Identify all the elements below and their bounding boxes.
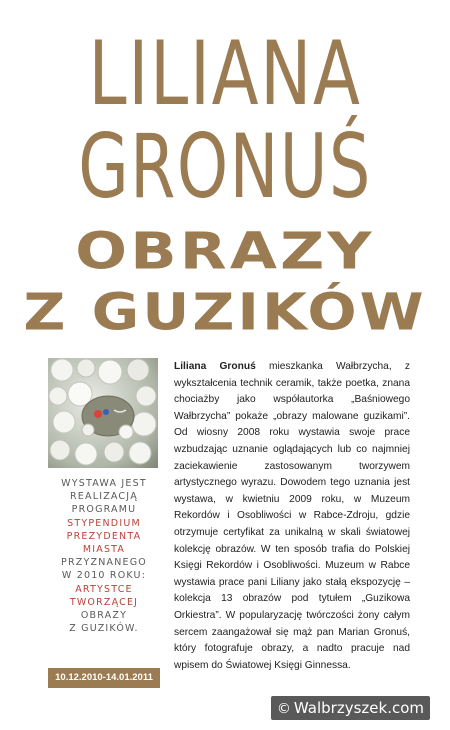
- article-paragraph: mieszkanka Wałbrzycha, z wykształcenia technik ceramik, także poetka, znana chociażby jako współautorka „Baśniowego Wałbrzycha” pokaże „obrazy malowane guzikami”. Od wiosny 2008 roku wystawia swoje prace wzbudzając uznanie oglądających lub co najmniej zaciekawienie zastosowanym tworzywem artystycznego wyrazu. Dowodem tego uznania jest wystawa, w kwietniu 2009 roku, w Muzeum Rekordów i Osobliwości w Rabce-Zdroju, gdzie otrzymuje certyfikat za unikalną w skali światowej kolekcję obrazów. W ten sposób trafia do Polskiej Księgi Rekordów i Osobliwości. Muzeum w Rabce wystawia prace pani Liliany jako stałą ekspozycję – kolekcja 13 obrazów pod tytułem „Guzikowa Orkiestra”. W popularyzację twórczości żony całym sercem zaangażował się mąż pan Marian Gronuś, który fotografuje obrazy, a nadto pracuje nad wpisem do Światowej Księgi Ginnessa.: [174, 361, 410, 671]
- info-line-highlight: TWORZĄCEJ: [69, 596, 139, 608]
- article-body: [174, 359, 410, 674]
- info-line-highlight: STYPENDIUM: [67, 517, 141, 529]
- subtitle-line-2: Z GUZIKÓW: [23, 282, 427, 342]
- info-line: REALIZACJĄ: [70, 491, 138, 503]
- info-line: W 2010 ROKU:: [61, 570, 147, 582]
- exhibition-dates-badge: 10.12.2010-14.01.2011: [48, 668, 160, 688]
- subtitle-line-1: OBRAZY: [75, 221, 375, 281]
- exhibition-funding-info: [48, 477, 160, 635]
- info-line: OBRAZY: [80, 610, 128, 622]
- info-line-highlight: ARTYSTCE: [75, 583, 133, 595]
- info-line-highlight: PREZYDENTA: [66, 530, 142, 542]
- buttons-artwork-photo: [48, 358, 158, 468]
- info-line: Z GUZIKÓW.: [69, 623, 139, 635]
- info-line-highlight: MIASTA: [82, 544, 126, 556]
- info-line: PROGRAMU: [71, 504, 137, 516]
- copyright-icon: ©: [276, 701, 291, 717]
- title-first-name: LILIANA: [88, 22, 362, 125]
- info-line: WYSTAWA JEST: [61, 478, 147, 489]
- author-name: Liliana Gronuś: [174, 361, 256, 372]
- watermark-text: Walbrzyszek.com: [293, 699, 424, 717]
- title-last-name: GRONUŚ: [78, 115, 372, 218]
- info-line: PRZYZNANEGO: [61, 557, 147, 569]
- site-watermark: [271, 696, 430, 720]
